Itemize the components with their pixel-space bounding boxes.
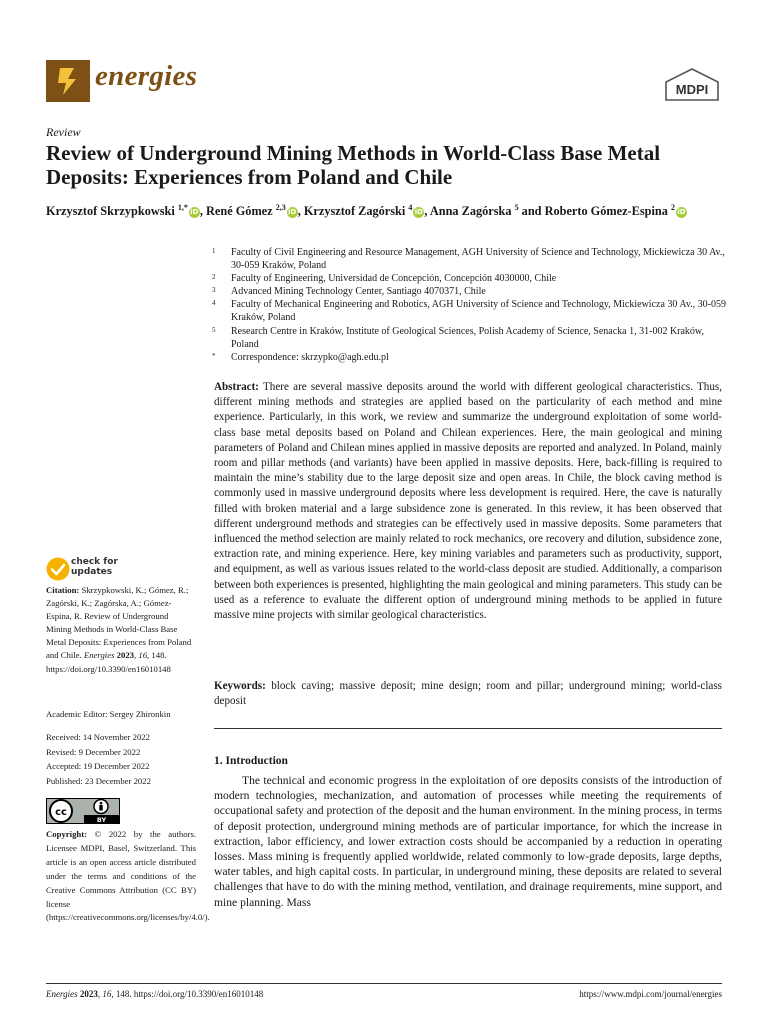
footer-doi-link[interactable]: , 148. https://doi.org/10.3390/en16010148: [111, 989, 264, 999]
footer-journal-url[interactable]: https://www.mdpi.com/journal/energies: [579, 989, 722, 999]
keywords: [214, 679, 722, 709]
footer-divider: [46, 983, 722, 984]
affiliation-item: 4 Faculty of Mechanical Engineering and Robotics, AGH University of Science and Technology, Mickiewicza 30 Av., 30-059 Kraków, Poland: [212, 299, 727, 324]
article-dates: [46, 730, 151, 788]
citation-journal: Energies: [83, 650, 115, 661]
mdpi-logo-icon: [664, 68, 720, 102]
check-updates-icon[interactable]: [46, 557, 70, 581]
journal-name: energies: [95, 60, 198, 92]
abstract: [214, 380, 722, 623]
author-name: Anna Zagórska: [429, 204, 512, 219]
academic-editor: Academic Editor: Sergey Zhironkin: [46, 709, 171, 719]
author-name: René Gómez: [206, 204, 273, 219]
abstract-text: There are several massive deposits around the world with different geological characteristics. Thus, different mining methods and strategies are applied based on the particularity of each method and mine experience. Particularly, in this work, we review and summarize the underground exploitation of some world-class base metal deposits based on Poland and Chilean experiences. Here, the main geological and mining parameters of Poland and Chilean mines applied in massive deposits are reported and analyzed. In Poland, mainly room and pillar methods (and variants) have been applied in massive deposits. Here, back-filling is required to maintain the mine’s stability due to the large deposit size and open areas. In Chile, the block caving method is commonly used in massive underground deposits where less development is required. Here, the cave is naturally filled with broken material and a large subsidence zone is generated. In this review, it has been observed that different underground methods and strategies can be effectively used in massive deposits. Some parameters that influenced the method selection are mainly related to rock mechanics, ore recovery and dilution, subsidence zone, extraction rate, and mining experience. Here, key mining variables and parameters such as productivity, support, and equipment, as well as various issues related to the world-class deposit are studied. Additionally, a comparison between both experiences is presented, highlighting the main geological and mining parameters. This study can be used as a reference to evaluate the different option of underground mining methods to be applied in future massive mine projects with similar geological characteristics.: [214, 381, 722, 622]
svg-text:cc: cc: [55, 807, 67, 818]
date-revised: Revised: 9 December 2022: [46, 746, 141, 757]
keywords-label: Keywords:: [214, 680, 266, 692]
section-divider: [214, 728, 722, 729]
citation-text: Skrzypkowski, K.; Gómez, R.; Zagórski, K.; Zagórska, A.; Gómez-Espina, R. Review of Underground Mining Methods in World-Class Base Metal Deposits: Experiences from Poland and Chile.: [46, 585, 192, 661]
author-name: Roberto Gómez-Espina: [544, 204, 668, 219]
date-received: Received: 14 November 2022: [46, 732, 150, 742]
footer-citation: Energies 2023, 16, 148. https://doi.org/10.3390/en16010148: [46, 989, 264, 999]
citation-label: Citation:: [46, 585, 80, 595]
affiliation-item: 1 Faculty of Civil Engineering and Resource Management, AGH University of Science and Technology, Mickiewicza 30 Av., 30-059 Kraków, Poland: [212, 247, 725, 272]
author-sup: 5: [514, 203, 519, 212]
cc-by-license-icon[interactable]: [46, 798, 120, 824]
author-sup: 2: [670, 203, 675, 212]
svg-text:BY: BY: [96, 816, 107, 824]
copyright-block: [46, 828, 210, 925]
affiliation-item: 3 Advanced Mining Technology Center, Santiago 4070371, Chile: [212, 286, 486, 298]
orcid-icon[interactable]: iD: [414, 208, 423, 217]
affiliation-item: 2 Faculty of Engineering, Universidad de Concepción, Concepción 4030000, Chile: [212, 273, 557, 285]
article-title: Review of Underground Mining Methods in World-Class Base Metal Deposits: Experiences from Poland and Chile: [46, 141, 661, 189]
copyright-label: Copyright:: [46, 829, 88, 839]
author-sup: 4: [408, 203, 413, 212]
correspondence: * Correspondence: skrzypko@agh.edu.pl: [212, 351, 389, 363]
keywords-text: block caving; massive deposit; mine design; room and pillar; underground mining; world-class deposit: [214, 680, 722, 708]
intro-paragraph: The technical and economic progress in the exploitation of ore deposits consists of the introduction of modern technologies, mechanization, and automation of processes while meeting the requirements of occupational safety and protection of the deposit and the human environment. In the mining process, in terms of deposit protection, underground mining methods are of particular importance, for which the increase in extraction, labor efficiency, and lower extraction costs should be accompanied by a reduction in operating losses. Mass mining is frequently applied worldwide, related commonly to low-grade deposits, large depths, water tables, and high capital costs. In particular, in underground mining, these deposits are related to several challenges that have to do with the mining method, ventilation, and drainage requirements, mine support, and mine planning. Mass: [214, 774, 722, 909]
affiliations: [212, 246, 732, 364]
orcid-icon[interactable]: iD: [288, 208, 297, 217]
journal-logo-icon: [46, 60, 90, 102]
author-list: Krzysztof Skrzypkowski $^{1,*}$iD, René Gómez $^{2,3}$iD, Krzysztof Zagórski $^4$iD, Anna Zagórska $^5$ and Roberto Gómez-Espina $^2$iD: [46, 203, 686, 219]
check-updates-link[interactable]: check for updates: [71, 557, 118, 577]
date-published: Published: 23 December 2022: [46, 775, 151, 786]
affiliation-item: 5 Research Centre in Kraków, Institute of Geological Sciences, Polish Academy of Science, Senacka 1, 31-002 Kraków, Poland: [212, 325, 705, 350]
copyright-text: © 2022 by the authors. Licensee MDPI, Basel, Switzerland. This article is an open access article distributed under the terms and conditions of the Creative Commons Attribution (CC BY) license (https://creativecommons.org/licenses/by/4.0/).: [46, 829, 210, 923]
abstract-label: Abstract:: [214, 381, 259, 393]
orcid-icon[interactable]: iD: [190, 208, 199, 217]
citation-year: 2023: [116, 650, 134, 661]
article-type: Review: [46, 125, 81, 139]
citation-doi[interactable]: , 148. https://doi.org/10.3390/en16010148: [46, 650, 171, 674]
orcid-icon[interactable]: iD: [677, 208, 686, 217]
date-accepted: Accepted: 19 December 2022: [46, 761, 150, 772]
author-name: Krzysztof Skrzypkowski: [46, 204, 175, 219]
section-heading: 1. Introduction: [214, 755, 288, 767]
citation-volume: 16: [138, 650, 148, 661]
author-sup: 1,*: [177, 203, 188, 212]
author-name: Krzysztof Zagórski: [303, 204, 406, 219]
svg-text:MDPI: MDPI: [675, 82, 709, 97]
author-sup: 2,3: [275, 203, 286, 212]
citation-block: Citation: Skrzypkowski, K.; Gómez, R.; Zagórski, K.; Zagórska, A.; Gómez-Espina, R. Review of Underground Mining Methods in World-Class Base Metal Deposits: Experiences from Poland and Chile. Energies 2023, 16, 148. https://doi.org/10.3390/en16010148: [46, 585, 192, 674]
